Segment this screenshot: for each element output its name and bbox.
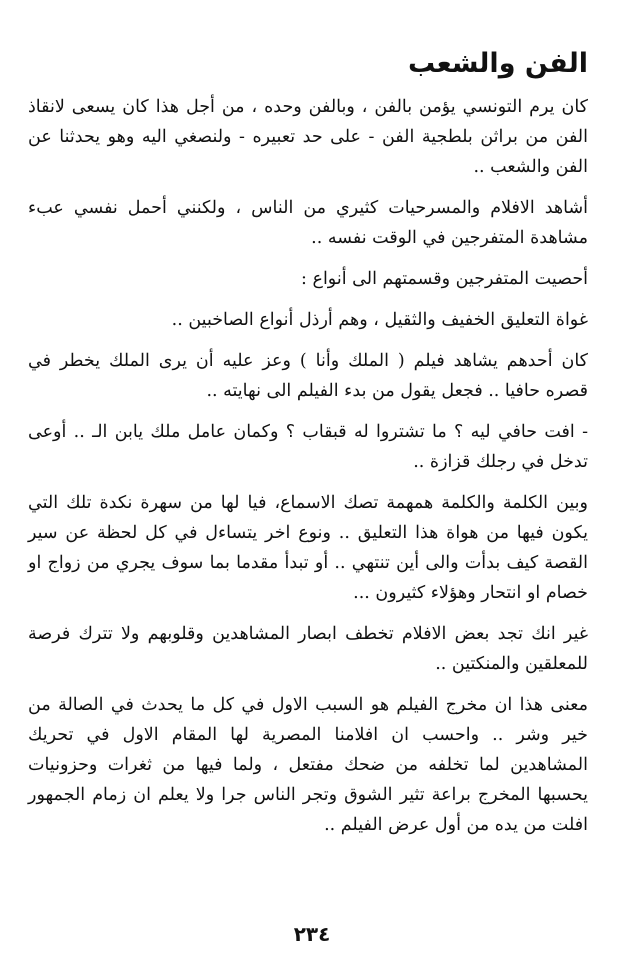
chapter-title: الفن والشعب <box>408 48 588 79</box>
paragraph: كان يرم التونسي يؤمن بالفن ، وبالفن وحده ، من أجل هذا كان يسعى لانقاذ الفن من براثن بلطجية الفن - على حد تعبيره - ولنصغي اليه وهو يحدثنا عن الفن والشعب .. <box>28 97 588 177</box>
paragraph: معنى هذا ان مخرج الفيلم هو السبب الاول في كل ما يحدث في الصالة من خير وشر .. واحسب ان افلامنا المصرية لها المقام الاول في تحريك المشاهدين لما تخلفه من ضحك مفتعل ، ولما فيها من ثغرات وحزونيات يحسبها المخرج براعة تثير الشوق وتجر الناس جرا ولا يعلم ان زمام الجمهور افلت من يده من أول عرض الفيلم .. <box>28 695 588 835</box>
page-number: ٢٣٤ <box>293 922 331 946</box>
paragraph: أشاهد الافلام والمسرحيات كثيري من الناس ، ولكنني أحمل نفسي عبء مشاهدة المتفرجين في الوقت نفسه .. <box>28 198 588 248</box>
paragraph: غواة التعليق الخفيف والثقيل ، وهم أرذل أنواع الصاخبين .. <box>171 310 588 330</box>
paragraph: كان أحدهم يشاهد فيلم ( الملك وأنا ) وعز عليه أن يرى الملك يخطر في قصره حافيا .. فجعل يقول من بدء الفيلم الى نهايته .. <box>28 351 588 401</box>
paragraph: أحصيت المتفرجين وقسمتهم الى أنواع : <box>301 269 588 289</box>
paragraph: غير انك تجد بعض الافلام تخطف ابصار المشاهدين وقلوبهم ولا تترك فرصة للمعلقين والمنكتين .. <box>28 624 588 674</box>
paragraph: وبين الكلمة والكلمة همهمة تصك الاسماع، فيا لها من سهرة نكدة تلك التي يكون فيها من هواة هذا التعليق .. ونوع اخر يتساءل في كل لحظة عن سير القصة كيف بدأت والى أين تنتهي .. أو تبدأ مقدما بما سوف يجري من زواج او خصام او انتحار وهؤلاء كثيرون ... <box>28 493 588 603</box>
paragraph: - افت حافي ليه ؟ ما تشتروا له قبقاب ؟ وكمان عامل ملك يابن الـ .. أوعى تدخل في رجلك قزازة .. <box>28 422 588 472</box>
